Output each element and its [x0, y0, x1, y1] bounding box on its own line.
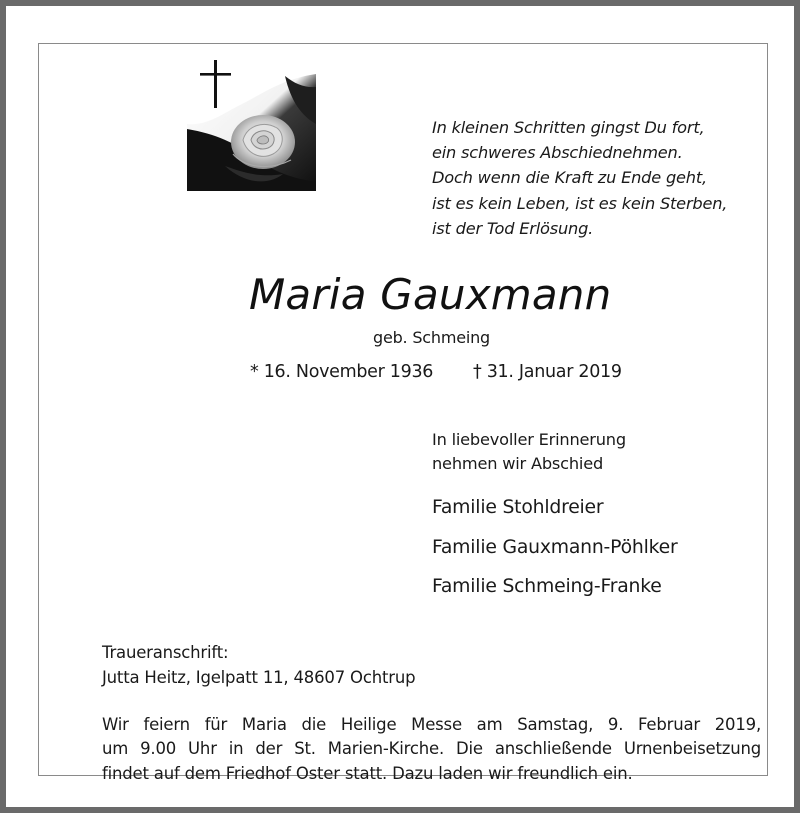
rose-image — [187, 54, 316, 191]
address-value: Jutta Heitz, Igelpatt 11, 48607 Ochtrup — [102, 667, 416, 687]
memory-line: nehmen wir Abschied — [432, 454, 604, 473]
obituary-card — [6, 6, 794, 807]
death-date: † 31. Januar 2019 — [473, 362, 622, 382]
poem-line: ein schweres Abschiednehmen. — [432, 143, 683, 163]
family-item: Familie Stohldreier — [432, 497, 604, 518]
memory-line: In liebevoller Erinnerung — [432, 430, 626, 449]
address-label: Traueranschrift: — [102, 643, 229, 662]
service-info — [102, 713, 762, 786]
poem-line: ist der Tod Erlösung. — [432, 218, 594, 238]
poem-line: Doch wenn die Kraft zu Ende geht, — [432, 168, 707, 188]
maiden-name: geb. Schmeing — [373, 328, 490, 347]
poem — [432, 115, 727, 241]
deceased-name: Maria Gauxmann — [249, 270, 612, 319]
service-line: um 9.00 Uhr in der St. Marien-Kirche. Die anschließende Urnenbeisetzung — [102, 739, 761, 759]
memory-text — [432, 428, 626, 476]
mourning-address — [102, 641, 415, 690]
service-line: Wir feiern für Maria die Heilige Messe am Samstag, 9. Februar 2019, — [102, 715, 761, 734]
family-list — [432, 497, 677, 616]
family-item: Familie Gauxmann-Pöhlker — [432, 536, 678, 558]
poem-line: ist es kein Leben, ist es kein Sterben, — [432, 193, 728, 213]
service-line: findet auf dem Friedhof Oster statt. Dazu laden wir freundlich ein. — [102, 763, 633, 783]
obituary-frame — [38, 43, 768, 783]
poem-line: In kleinen Schritten gingst Du fort, — [432, 118, 705, 137]
birth-date: * 16. November 1936 — [250, 362, 434, 382]
family-item: Familie Schmeing-Franke — [432, 576, 662, 597]
